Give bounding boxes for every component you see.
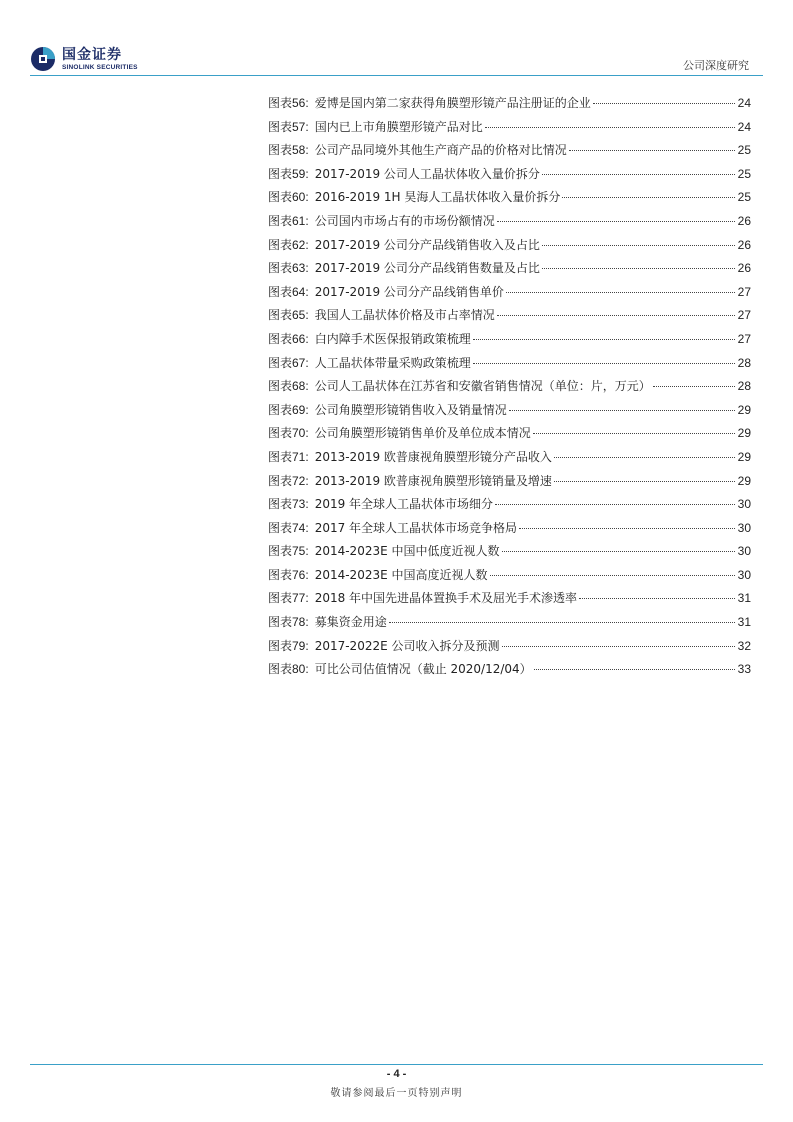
toc-dot-leader [554,457,735,458]
toc-dot-leader [502,646,736,647]
toc-dot-leader [593,103,735,104]
toc-dot-leader [497,315,735,316]
toc-entry-number: 图表73: [268,497,309,512]
toc-entry-page: 25 [737,190,751,205]
toc-dot-leader [579,598,735,599]
toc-entry-number: 图表76: [268,567,309,582]
toc-entry-title: 2017-2019 公司分产品线销售单价 [314,284,504,299]
toc-entry-title: 2017-2019 公司分产品线销售数量及占比 [314,261,540,276]
toc-entry[interactable] [268,167,751,191]
toc-entry-title: 可比公司估值情况（截止 2020/12/04） [314,662,532,677]
toc-entry[interactable] [268,214,751,238]
toc-entry-number: 图表72: [268,473,309,488]
toc-entry-page: 29 [737,473,751,488]
toc-entry-title: 2018 年中国先进晶体置换手术及屈光手术渗透率 [314,591,578,606]
toc-entry-title: 公司产品同境外其他生产商产品的价格对比情况 [314,143,567,158]
toc-entry-number: 图表74: [268,520,309,535]
toc-dot-leader [490,575,736,576]
toc-entry[interactable] [268,261,751,285]
toc-entry-title: 2019 年全球人工晶状体市场细分 [314,497,494,512]
logo-english-name: SINOLINK SECURITIES [62,63,138,71]
toc-entry-number: 图表75: [268,544,309,559]
toc-dot-leader [554,481,735,482]
toc-dot-leader [542,245,735,246]
toc-entry[interactable] [268,474,751,498]
toc-entry[interactable] [268,120,751,144]
toc-entry-number: 图表77: [268,591,309,606]
toc-dot-leader [542,174,735,175]
toc-entry-number: 图表71: [268,449,309,464]
toc-entry-title: 2013-2019 欧普康视角膜塑形镜销量及增速 [314,473,552,488]
toc-entry-page: 27 [737,284,751,299]
toc-entry-page: 33 [737,662,751,677]
toc-entry-page: 31 [737,615,751,630]
toc-entry-title: 2017-2019 公司分产品线销售收入及占比 [314,237,540,252]
toc-entry-page: 28 [737,379,751,394]
toc-entry[interactable] [268,332,751,356]
toc-entry-number: 图表62: [268,237,309,252]
toc-entry[interactable] [268,497,751,521]
table-of-figures [268,96,751,686]
toc-dot-leader [502,551,736,552]
toc-entry-page: 25 [737,143,751,158]
toc-dot-leader [509,410,735,411]
company-logo [30,43,138,75]
sinolink-logo-icon [30,46,56,72]
toc-entry-page: 29 [737,426,751,441]
toc-entry[interactable] [268,568,751,592]
toc-entry-title: 白内障手术医保报销政策梳理 [314,331,471,346]
toc-entry[interactable] [268,544,751,568]
toc-entry[interactable] [268,96,751,120]
toc-entry-page: 24 [737,96,751,110]
toc-dot-leader [389,622,735,623]
toc-dot-leader [506,292,735,293]
toc-entry[interactable] [268,662,751,686]
toc-entry-number: 图表66: [268,331,309,346]
toc-entry-title: 公司角膜塑形镜销售单价及单位成本情况 [314,426,531,441]
toc-entry[interactable] [268,356,751,380]
toc-entry[interactable] [268,591,751,615]
toc-entry-title: 募集资金用途 [314,615,387,630]
toc-dot-leader [495,504,735,505]
logo-chinese-name: 国金证券 [62,46,122,63]
toc-dot-leader [542,268,735,269]
toc-entry-number: 图表61: [268,213,309,228]
toc-entry-number: 图表63: [268,261,309,276]
toc-dot-leader [519,528,735,529]
toc-entry-title: 2014-2023E 中国高度近视人数 [314,567,488,582]
page-header [30,40,763,76]
toc-entry-page: 30 [737,497,751,512]
toc-dot-leader [653,386,735,387]
toc-entry-title: 公司人工晶状体在江苏省和安徽省销售情况（单位：片，万元） [314,379,651,394]
toc-entry-page: 30 [737,520,751,535]
toc-entry-page: 29 [737,449,751,464]
toc-entry-title: 2017-2022E 公司收入拆分及预测 [314,638,500,653]
toc-entry-title: 爱博是国内第二家获得角膜塑形镜产品注册证的企业 [314,96,591,110]
toc-entry[interactable] [268,238,751,262]
toc-entry-number: 图表79: [268,638,309,653]
header-divider [30,75,763,76]
toc-entry[interactable] [268,379,751,403]
toc-dot-leader [534,669,735,670]
toc-entry-page: 28 [737,355,751,370]
toc-entry-title: 2013-2019 欧普康视角膜塑形镜分产品收入 [314,449,552,464]
toc-entry-page: 27 [737,308,751,323]
page-number: - 4 - [386,1068,407,1080]
footer-divider [30,1064,763,1065]
toc-entry-number: 图表68: [268,379,309,394]
toc-entry-title: 我国人工晶状体价格及市占率情况 [314,308,495,323]
document-type-label: 公司深度研究 [683,59,749,72]
toc-entry[interactable] [268,639,751,663]
toc-entry-title: 公司国内市场占有的市场份额情况 [314,213,495,228]
toc-dot-leader [569,150,735,151]
toc-entry-title: 2017 年全球人工晶状体市场竞争格局 [314,520,518,535]
toc-entry-page: 24 [737,119,751,134]
toc-entry[interactable] [268,615,751,639]
toc-entry-title: 人工晶状体带量采购政策梳理 [314,355,471,370]
toc-entry-number: 图表78: [268,615,309,630]
disclaimer-text: 敬请参阅最后一页特别声明 [330,1088,463,1099]
toc-entry-page: 26 [737,261,751,276]
toc-entry-page: 31 [737,591,751,606]
toc-entry[interactable] [268,285,751,309]
toc-entry-number: 图表65: [268,308,309,323]
toc-entry-number: 图表60: [268,190,309,205]
toc-entry-page: 30 [737,567,751,582]
toc-entry[interactable] [268,190,751,214]
toc-entry-page: 26 [737,237,751,252]
toc-entry[interactable] [268,403,751,427]
toc-dot-leader [485,127,735,128]
toc-entry-title: 国内已上市角膜塑形镜产品对比 [314,119,483,134]
toc-entry[interactable] [268,308,751,332]
toc-entry-title: 公司角膜塑形镜销售收入及销量情况 [314,402,507,417]
toc-entry-title: 2016-2019 1H 昊海人工晶状体收入量价拆分 [314,190,561,205]
toc-entry-number: 图表56: [268,96,309,110]
toc-entry-page: 27 [737,331,751,346]
toc-dot-leader [562,197,735,198]
toc-dot-leader [533,433,735,434]
toc-entry-page: 29 [737,402,751,417]
toc-entry-number: 图表57: [268,119,309,134]
toc-entry-number: 图表64: [268,284,309,299]
toc-entry-page: 25 [737,166,751,181]
toc-dot-leader [473,363,735,364]
toc-entry[interactable] [268,450,751,474]
toc-entry[interactable] [268,143,751,167]
toc-entry-title: 2017-2019 公司人工晶状体收入量价拆分 [314,166,540,181]
toc-entry-number: 图表58: [268,143,309,158]
toc-entry-page: 26 [737,213,751,228]
toc-entry-page: 30 [737,544,751,559]
toc-dot-leader [497,221,735,222]
toc-entry-page: 32 [737,638,751,653]
toc-entry-number: 图表69: [268,402,309,417]
toc-entry-number: 图表67: [268,355,309,370]
toc-entry[interactable] [268,426,751,450]
toc-dot-leader [473,339,735,340]
toc-entry-number: 图表80: [268,662,309,677]
toc-entry-number: 图表70: [268,426,309,441]
toc-entry[interactable] [268,521,751,545]
toc-entry-number: 图表59: [268,166,309,181]
toc-entry-title: 2014-2023E 中国中低度近视人数 [314,544,500,559]
